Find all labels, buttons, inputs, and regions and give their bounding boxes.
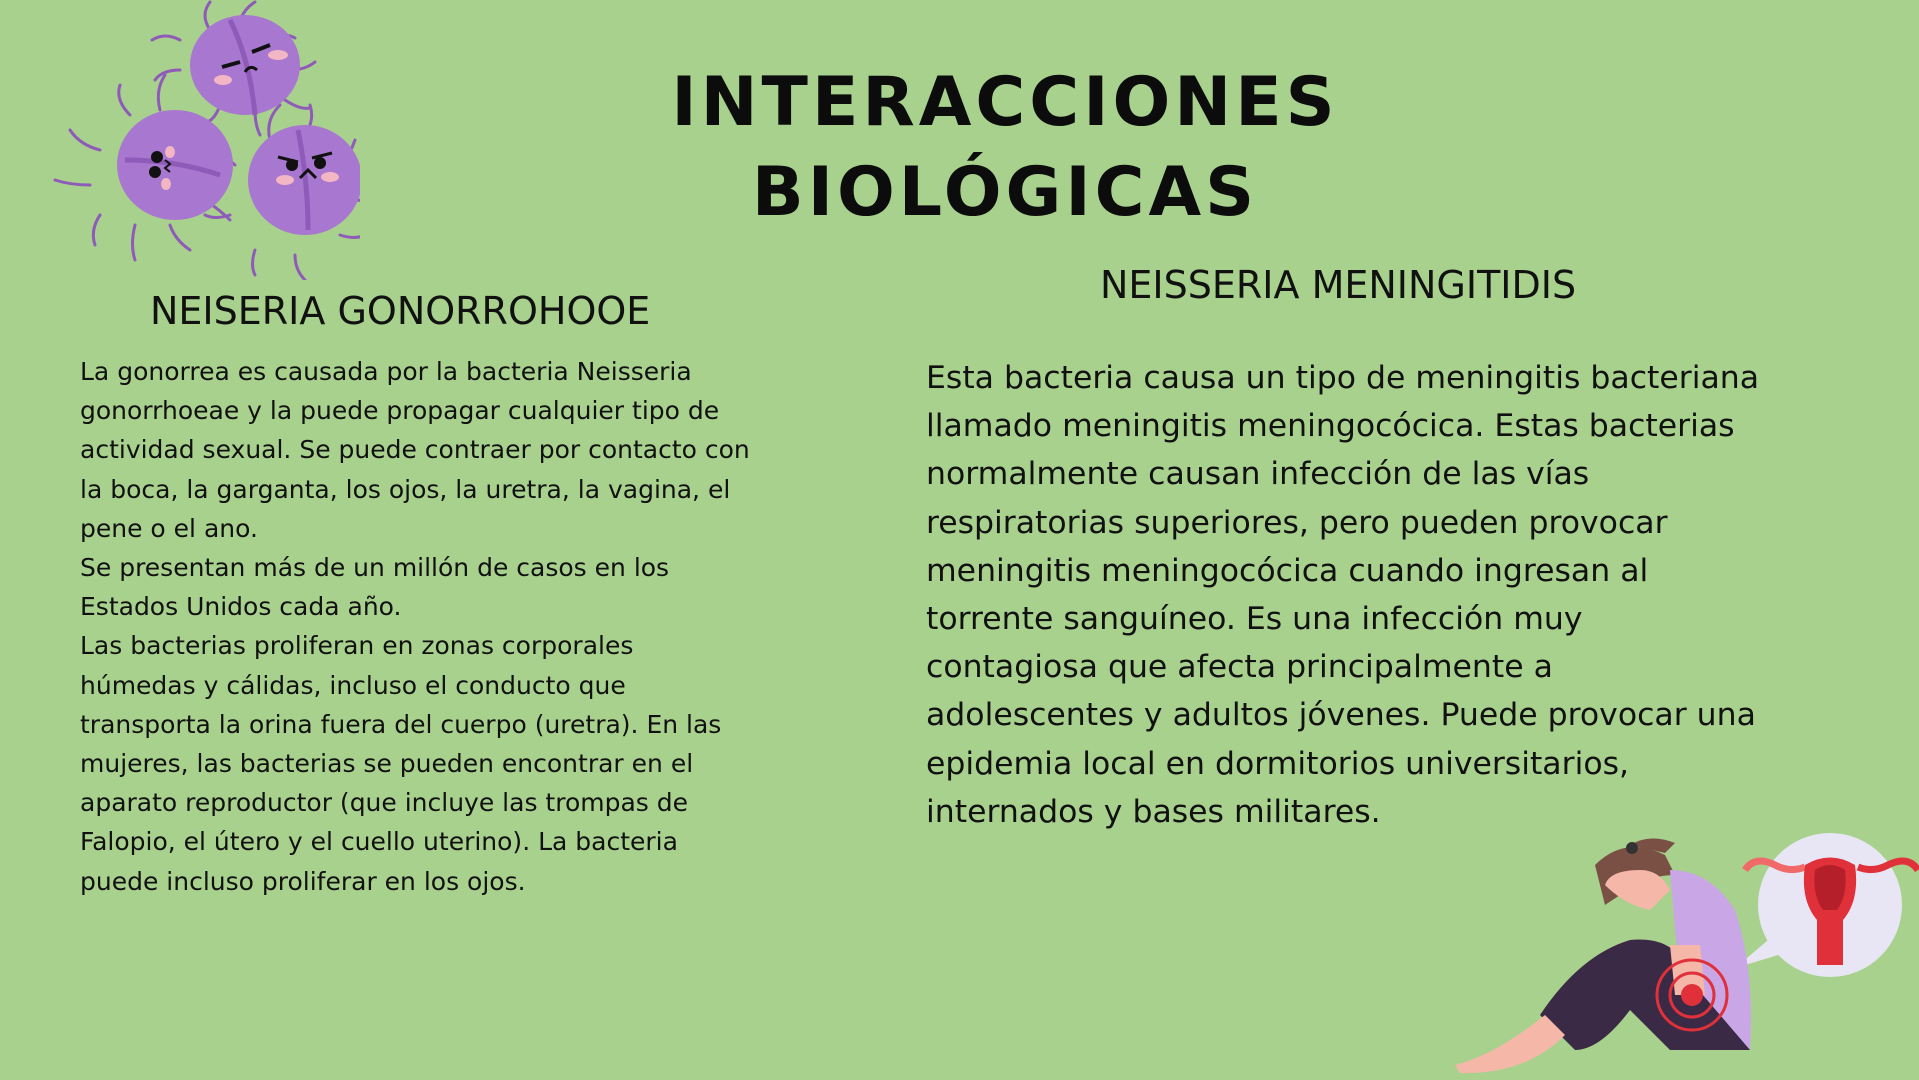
text-line: normalmente causan infección de las vías — [926, 456, 1590, 493]
text-line: meningitis meningocócica cuando ingresan al — [926, 552, 1649, 589]
woman-pain-illustration-icon — [1440, 800, 1919, 1080]
text-line: Falopio, el útero y el cuello uterino). La bacteria — [80, 827, 678, 857]
bacteria-illustration-icon — [40, 0, 360, 280]
text-line: La gonorrea es causada por la bacteria Neisseria — [80, 357, 692, 386]
text-line: Estados Unidos cada año. — [80, 592, 402, 622]
meningitis-description — [926, 354, 1826, 836]
text-line: adolescentes y adultos jóvenes. Puede provocar una — [926, 697, 1756, 734]
heading-neisseria-meningitidis: NEISSERIA MENINGITIDIS — [1100, 263, 1577, 307]
text-line: húmedas y cálidas, incluso el conducto que — [80, 670, 626, 700]
text-line: torrente sanguíneo. Es una infección muy — [926, 601, 1583, 638]
text-line: gonorrhoeae y la puede propagar cualquier tipo de — [80, 396, 720, 426]
text-line: Las bacterias proliferan en zonas corporales — [80, 631, 634, 661]
text-line: llamado meningitis meningocócica. Estas bacterias — [926, 408, 1735, 445]
text-line: contagiosa que afecta principalmente a — [926, 649, 1553, 686]
text-line: transporta la orina fuera del cuerpo (uretra). En las — [80, 709, 722, 739]
gonorrhea-description — [80, 352, 800, 901]
text-line: mujeres, las bacterias se pueden encontrar en el — [80, 749, 694, 779]
text-line: pene o el ano. — [80, 513, 258, 543]
text-line: aparato reproductor (que incluye las trompas de — [80, 788, 689, 818]
text-line: internados y bases militares. — [926, 793, 1381, 830]
text-line: respiratorias superiores, pero pueden provocar — [926, 504, 1668, 541]
text-line: actividad sexual. Se puede contraer por contacto con — [80, 435, 750, 465]
text-line: puede incluso proliferar en los ojos. — [80, 866, 526, 896]
heading-neisseria-gonorrhoeae: NEISERIA GONORROHOOE — [150, 289, 651, 333]
text-line: la boca, la garganta, los ojos, la uretra, la vagina, el — [80, 474, 731, 504]
text-line: epidemia local en dormitorios universitarios, — [926, 745, 1630, 782]
slide-title: INTERACCIONES BIOLÓGICAS — [671, 63, 1339, 232]
text-line: Se presentan más de un millón de casos en los — [80, 553, 670, 583]
text-line: Esta bacteria causa un tipo de meningitis bacteriana — [926, 360, 1760, 396]
